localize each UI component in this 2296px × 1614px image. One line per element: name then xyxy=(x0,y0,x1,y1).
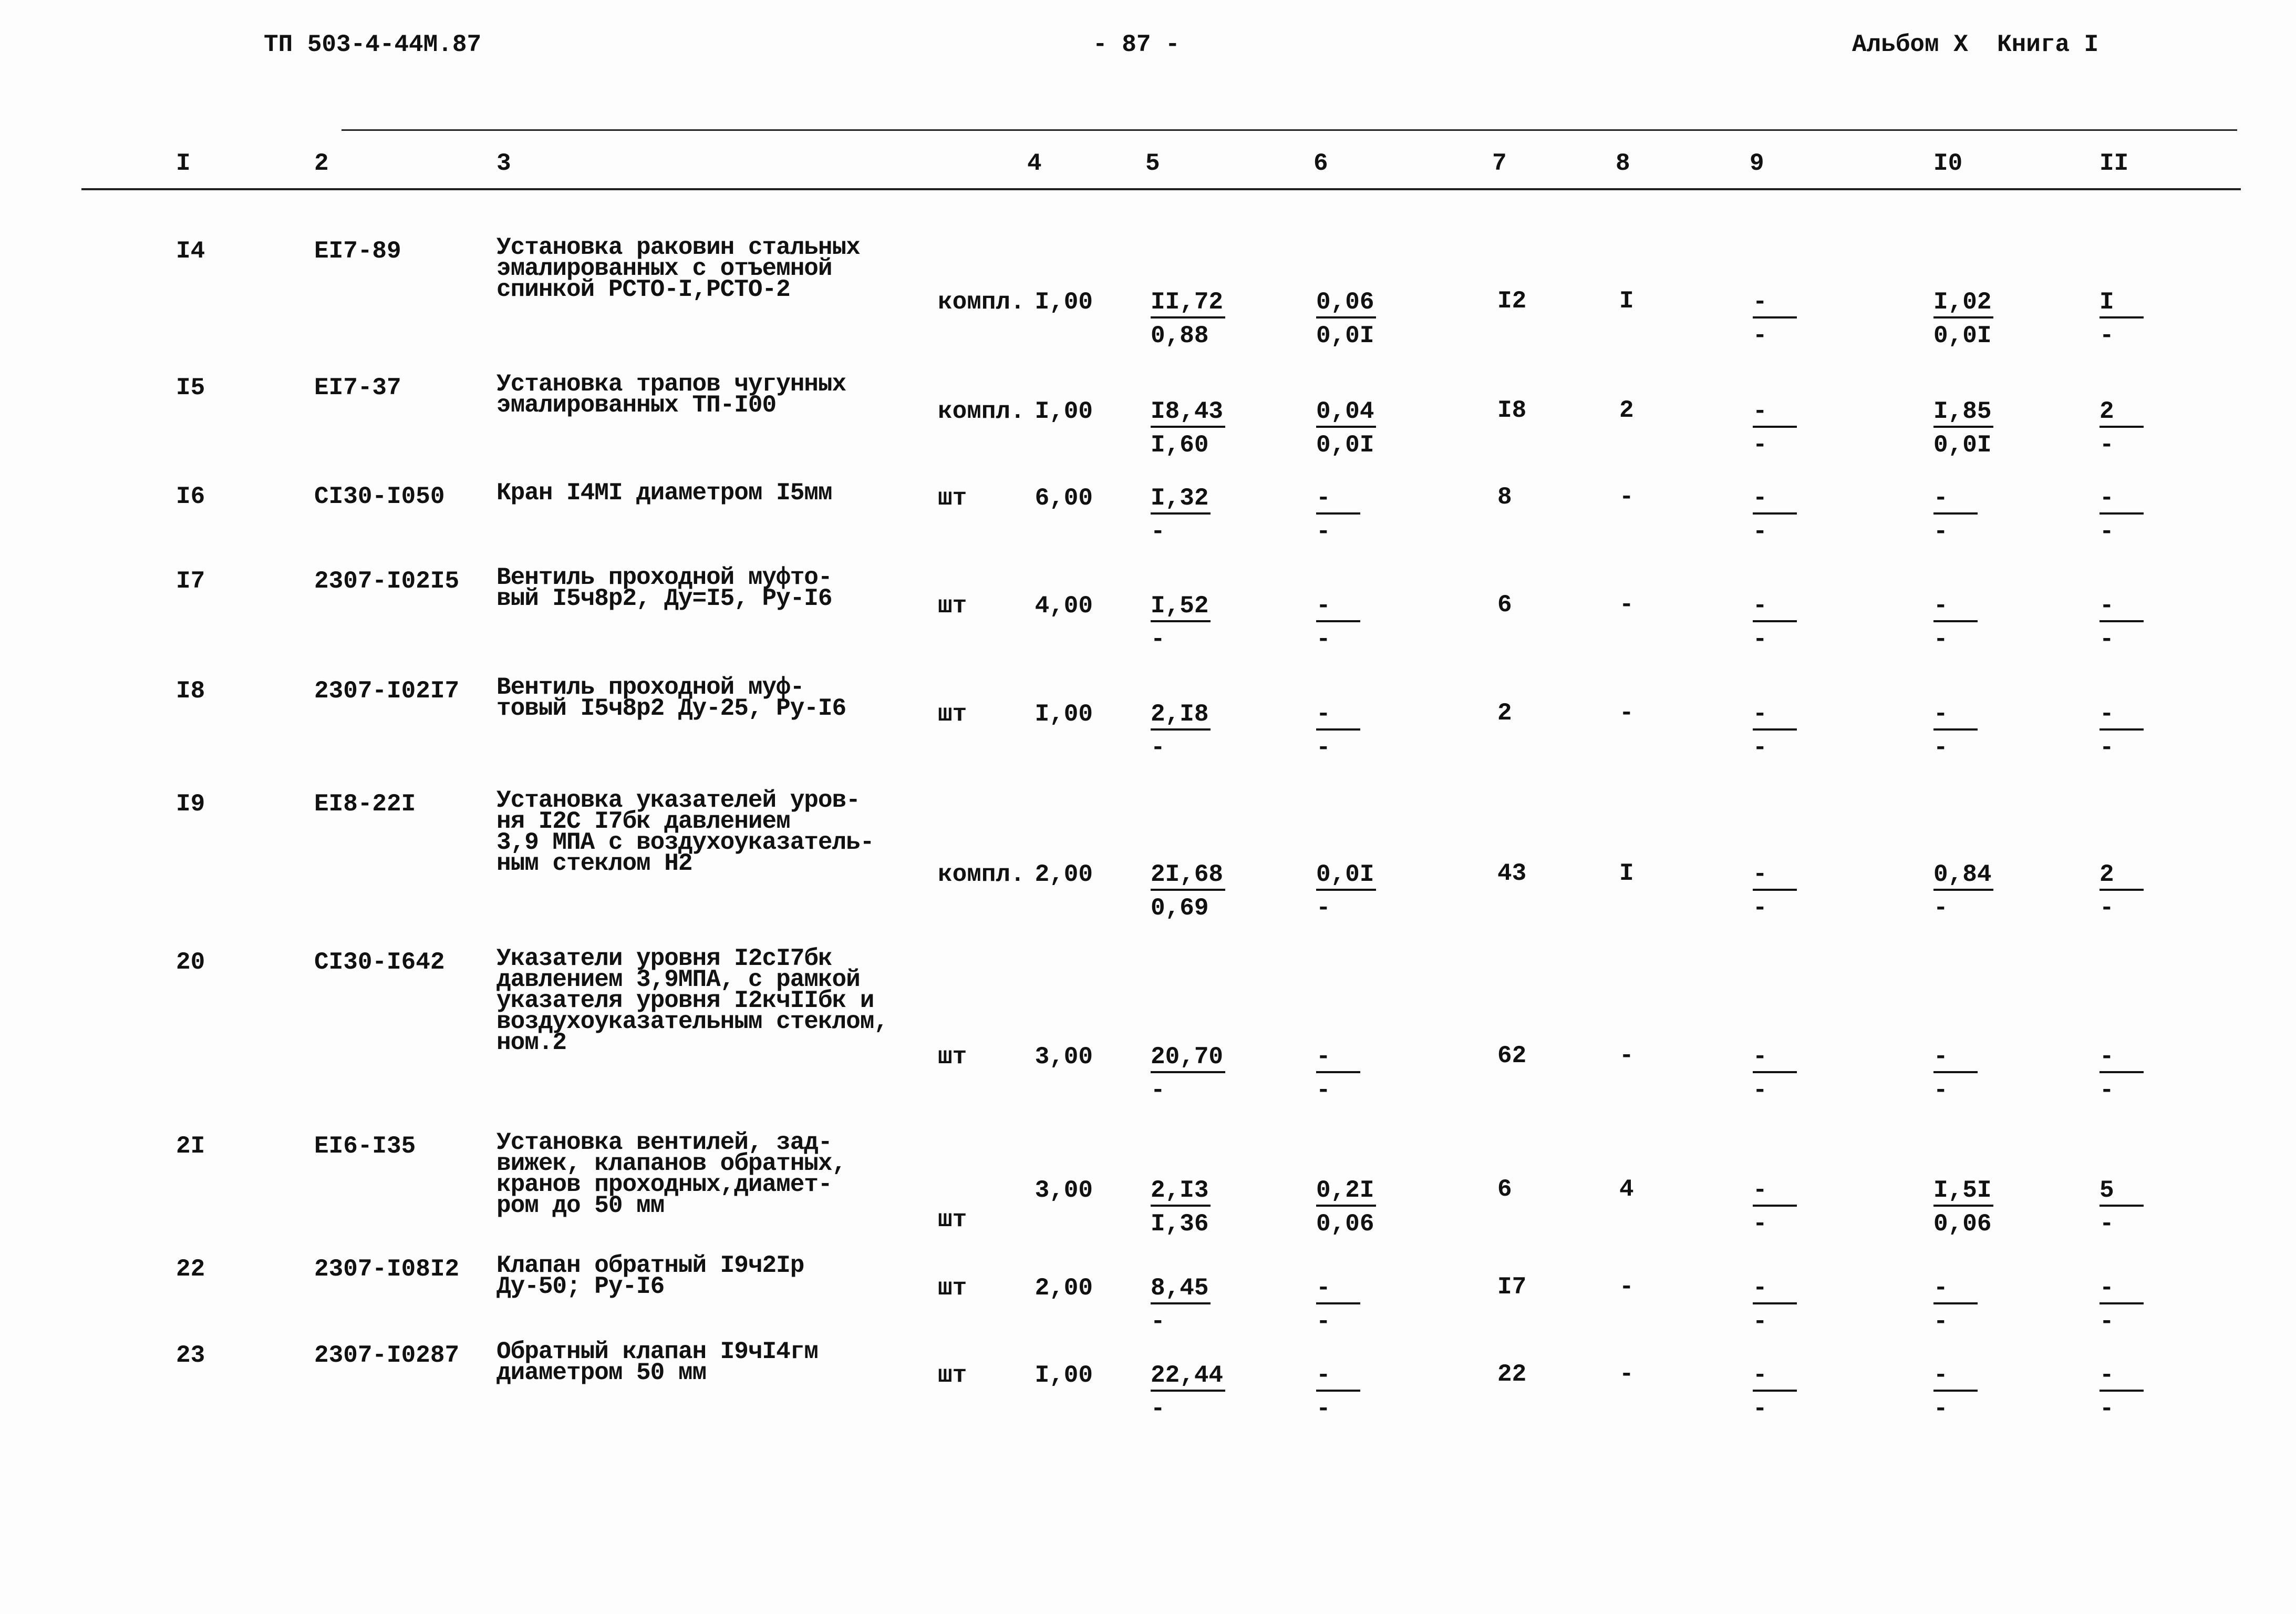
column-header: I0 xyxy=(1933,150,1963,177)
row-quantity: I,00 xyxy=(1035,398,1093,425)
row-unit: компл. xyxy=(938,398,1025,425)
row-description xyxy=(497,234,860,303)
row-code: EI7-37 xyxy=(314,374,401,402)
row-number: 20 xyxy=(176,949,205,976)
col6-value-value: - xyxy=(1316,1363,1360,1392)
col11-value-sub-value: - xyxy=(2100,518,2114,546)
description-line: Установка раковин стальных xyxy=(497,234,860,261)
column-header: 7 xyxy=(1492,150,1507,177)
col11-value xyxy=(2100,702,2144,760)
row-quantity: 4,00 xyxy=(1035,592,1093,620)
col9-value-value: - xyxy=(1753,1045,1797,1073)
row-number: I9 xyxy=(176,790,205,818)
col5-value-value: II,72 xyxy=(1151,290,1225,318)
col9-value-sub-value: - xyxy=(1753,734,1767,762)
col11-value-value: 2 xyxy=(2100,862,2144,891)
col5-value xyxy=(1151,1178,1211,1236)
col5-value-value: 20,70 xyxy=(1151,1045,1225,1073)
row-code: 2307-I0287 xyxy=(314,1342,460,1369)
col10-value-sub-value: 0,0I xyxy=(1933,431,1992,459)
col6-value xyxy=(1316,290,1376,348)
page-number: - 87 - xyxy=(1093,31,1180,58)
column-header: II xyxy=(2100,150,2129,177)
col5-value xyxy=(1151,486,1211,544)
col9-value-value: - xyxy=(1753,399,1797,428)
row-description xyxy=(497,479,832,507)
description-line: Обратный клапан I9чI4гм xyxy=(497,1338,818,1365)
column-header: 5 xyxy=(1145,150,1160,177)
col9-value xyxy=(1753,1178,1797,1236)
row-code: EI8-22I xyxy=(314,790,416,818)
col9-value-sub-value: - xyxy=(1753,1077,1767,1104)
row-number: 22 xyxy=(176,1256,205,1283)
col11-value-value: - xyxy=(2100,1045,2144,1073)
description-line: Ду-50; Ру-I6 xyxy=(497,1273,665,1300)
col6-value-sub-value: - xyxy=(1316,1077,1331,1104)
col9-value xyxy=(1753,702,1797,760)
col6-value-sub-value: 0,0I xyxy=(1316,322,1374,349)
col10-value xyxy=(1933,594,1978,652)
column-header: 6 xyxy=(1314,150,1328,177)
col6-value-sub-value: - xyxy=(1316,1395,1331,1423)
row-description xyxy=(497,945,888,1056)
col11-value xyxy=(2100,862,2144,920)
col9-value xyxy=(1753,399,1797,457)
row-unit: шт xyxy=(938,485,967,512)
description-line: воздухоуказательным стеклом, xyxy=(497,1008,888,1035)
row-unit: компл. xyxy=(938,861,1025,888)
row-quantity: I,00 xyxy=(1035,701,1093,728)
col6-value xyxy=(1316,486,1360,544)
col8-value: 2 xyxy=(1619,397,1634,424)
col5-value xyxy=(1151,594,1211,652)
column-header: 4 xyxy=(1027,150,1042,177)
col10-value-value: - xyxy=(1933,702,1978,731)
col6-value-sub-value: 0,06 xyxy=(1316,1210,1374,1238)
col10-value-sub-value: 0,06 xyxy=(1933,1210,1992,1238)
col11-value-sub-value: - xyxy=(2100,322,2114,349)
col6-value-sub-value: - xyxy=(1316,895,1331,922)
col6-value-value: 0,0I xyxy=(1316,862,1376,891)
row-quantity: 2,00 xyxy=(1035,861,1093,888)
col6-value-value: - xyxy=(1316,594,1360,622)
col10-value-value: I,85 xyxy=(1933,399,1993,428)
row-number: I7 xyxy=(176,568,205,595)
row-unit: компл. xyxy=(938,289,1025,316)
column-header: 2 xyxy=(314,150,329,177)
row-code: CI30-I050 xyxy=(314,483,445,510)
col8-value: - xyxy=(1619,1042,1634,1070)
col10-value-value: 0,84 xyxy=(1933,862,1993,891)
col6-value-sub-value: 0,0I xyxy=(1316,431,1374,459)
col5-value-sub-value: 0,88 xyxy=(1151,322,1209,349)
row-quantity: 3,00 xyxy=(1035,1177,1093,1204)
description-line: 3,9 МПА с воздухоуказатель- xyxy=(497,829,874,856)
col9-value xyxy=(1753,1276,1797,1334)
col6-value-value: 0,2I xyxy=(1316,1178,1376,1207)
column-header: 3 xyxy=(497,150,511,177)
col6-value-sub-value: - xyxy=(1316,1308,1331,1335)
description-line: Вентиль проходной муфто- xyxy=(497,564,832,591)
col9-value-value: - xyxy=(1753,1363,1797,1392)
row-code: EI6-I35 xyxy=(314,1133,416,1160)
row-code: EI7-89 xyxy=(314,238,401,265)
row-code: 2307-I02I5 xyxy=(314,568,460,595)
col11-value-value: 2 xyxy=(2100,399,2144,428)
col10-value xyxy=(1933,1276,1978,1334)
col10-value-sub-value: 0,0I xyxy=(1933,322,1992,349)
col10-value xyxy=(1933,399,1993,457)
col6-value xyxy=(1316,1178,1376,1236)
description-line: эмалированных с отъемной xyxy=(497,255,832,282)
col9-value-value: - xyxy=(1753,1178,1797,1207)
col9-value-value: - xyxy=(1753,862,1797,891)
col5-value-sub-value: - xyxy=(1151,1308,1165,1335)
col11-value-sub-value: - xyxy=(2100,1210,2114,1238)
col9-value-sub-value: - xyxy=(1753,1210,1767,1238)
col9-value-sub-value: - xyxy=(1753,431,1767,459)
column-header: I xyxy=(176,150,191,177)
col9-value-sub-value: - xyxy=(1753,1308,1767,1335)
col10-value xyxy=(1933,702,1978,760)
description-line: ным стеклом Н2 xyxy=(497,850,692,877)
col5-value-sub-value: - xyxy=(1151,518,1165,546)
row-code: 2307-I08I2 xyxy=(314,1256,460,1283)
col10-value-sub-value: - xyxy=(1933,1395,1948,1423)
col10-value-value: - xyxy=(1933,1276,1978,1304)
col11-value-value: - xyxy=(2100,1363,2144,1392)
col11-value-sub-value: - xyxy=(2100,1077,2114,1104)
col11-value-value: I xyxy=(2100,290,2144,318)
col6-value-value: - xyxy=(1316,1276,1360,1304)
col6-value-sub-value: - xyxy=(1316,626,1331,653)
row-quantity: I,00 xyxy=(1035,289,1093,316)
description-line: Установка указателей уров- xyxy=(497,787,860,814)
col8-value: - xyxy=(1619,1273,1634,1301)
col8-value: I xyxy=(1619,287,1634,315)
row-number: I8 xyxy=(176,677,205,705)
description-line: ном.2 xyxy=(497,1029,567,1056)
col6-value xyxy=(1316,702,1360,760)
col9-value xyxy=(1753,594,1797,652)
col10-value-value: I,5I xyxy=(1933,1178,1993,1207)
col11-value xyxy=(2100,594,2144,652)
description-line: Установка вентилей, зад- xyxy=(497,1129,832,1156)
description-line: спинкой РСТО-I,РСТО-2 xyxy=(497,276,790,303)
col5-value-value: 2I,68 xyxy=(1151,862,1225,891)
description-line: Указатели уровня I2сI7бк xyxy=(497,945,832,972)
description-line: ня I2С I7бк давлением xyxy=(497,808,790,835)
col10-value-sub-value: - xyxy=(1933,895,1948,922)
col5-value xyxy=(1151,1276,1211,1334)
description-line: вижек, клапанов обратных, xyxy=(497,1150,846,1177)
col10-value xyxy=(1933,1178,1993,1236)
row-number: I6 xyxy=(176,483,205,510)
col10-value-value: - xyxy=(1933,486,1978,515)
col11-value-sub-value: - xyxy=(2100,626,2114,653)
col7-value: 6 xyxy=(1497,591,1512,619)
row-quantity: 3,00 xyxy=(1035,1043,1093,1071)
row-number: I5 xyxy=(176,374,205,402)
col9-value-sub-value: - xyxy=(1753,895,1767,922)
description-line: диаметром 50 мм xyxy=(497,1359,707,1386)
row-quantity: 2,00 xyxy=(1035,1274,1093,1302)
col7-value: 22 xyxy=(1497,1361,1527,1388)
description-line: Вентиль проходной муф- xyxy=(497,674,804,701)
description-line: товый I5ч8р2 Ду-25, Ру-I6 xyxy=(497,695,846,722)
row-code: 2307-I02I7 xyxy=(314,677,460,705)
col8-value: - xyxy=(1619,484,1634,511)
col9-value-value: - xyxy=(1753,486,1797,515)
col11-value xyxy=(2100,290,2144,348)
header-bottom-rule xyxy=(81,188,2241,190)
col8-value: I xyxy=(1619,860,1634,887)
col9-value-sub-value: - xyxy=(1753,626,1767,653)
col6-value-sub-value: - xyxy=(1316,518,1331,546)
col9-value-value: - xyxy=(1753,702,1797,731)
col11-value xyxy=(2100,1363,2144,1421)
col10-value-value: - xyxy=(1933,1363,1978,1392)
col6-value xyxy=(1316,594,1360,652)
col5-value xyxy=(1151,1045,1225,1103)
col10-value-value: I,02 xyxy=(1933,290,1993,318)
col5-value xyxy=(1151,1363,1225,1421)
col6-value-value: - xyxy=(1316,1045,1360,1073)
description-line: Кран I4МI диаметром I5мм xyxy=(497,479,832,507)
col9-value xyxy=(1753,1363,1797,1421)
col6-value xyxy=(1316,862,1376,920)
col11-value-sub-value: - xyxy=(2100,895,2114,922)
col8-value: - xyxy=(1619,1361,1634,1388)
col11-value xyxy=(2100,399,2144,457)
col7-value: 6 xyxy=(1497,1176,1512,1203)
col11-value-value: - xyxy=(2100,594,2144,622)
col5-value-sub-value: 0,69 xyxy=(1151,895,1209,922)
col9-value xyxy=(1753,486,1797,544)
col5-value-sub-value: - xyxy=(1151,1395,1165,1423)
col6-value-sub-value: - xyxy=(1316,734,1331,762)
col8-value: 4 xyxy=(1619,1176,1634,1203)
description-line: указателя уровня I2кчIIбк и xyxy=(497,987,874,1014)
row-number: I4 xyxy=(176,238,205,265)
col9-value xyxy=(1753,1045,1797,1103)
col11-value-sub-value: - xyxy=(2100,431,2114,459)
col6-value xyxy=(1316,1363,1360,1421)
col10-value-value: - xyxy=(1933,594,1978,622)
col7-value: 62 xyxy=(1497,1042,1527,1070)
col11-value-sub-value: - xyxy=(2100,1395,2114,1423)
col11-value xyxy=(2100,1276,2144,1334)
col10-value xyxy=(1933,290,1993,348)
col7-value: I7 xyxy=(1497,1273,1527,1301)
row-number: 23 xyxy=(176,1342,205,1369)
album-book-label: Альбом X Книга I xyxy=(1852,31,2099,58)
description-line: кранов проходных,диамет- xyxy=(497,1171,832,1198)
document-code: ТП 503-4-44М.87 xyxy=(264,31,482,58)
col5-value-sub-value: - xyxy=(1151,734,1165,762)
col9-value-value: - xyxy=(1753,1276,1797,1304)
col6-value-value: 0,06 xyxy=(1316,290,1376,318)
row-quantity: I,00 xyxy=(1035,1362,1093,1389)
col9-value-value: - xyxy=(1753,594,1797,622)
row-description xyxy=(497,787,874,877)
col5-value xyxy=(1151,862,1225,920)
col7-value: 43 xyxy=(1497,860,1527,887)
row-code: CI30-I642 xyxy=(314,949,445,976)
column-header: 9 xyxy=(1750,150,1764,177)
row-description xyxy=(497,371,846,419)
col10-value-sub-value: - xyxy=(1933,518,1948,546)
col11-value xyxy=(2100,1178,2144,1236)
col5-value-value: 8,45 xyxy=(1151,1276,1211,1304)
col10-value-sub-value: - xyxy=(1933,1308,1948,1335)
col7-value: I8 xyxy=(1497,397,1527,424)
col7-value: I2 xyxy=(1497,287,1527,315)
column-header: 8 xyxy=(1616,150,1630,177)
col6-value-value: - xyxy=(1316,702,1360,731)
col7-value: 8 xyxy=(1497,484,1512,511)
col6-value-value: 0,04 xyxy=(1316,399,1376,428)
col5-value xyxy=(1151,399,1225,457)
col8-value: - xyxy=(1619,700,1634,727)
col6-value xyxy=(1316,1276,1360,1334)
col11-value xyxy=(2100,486,2144,544)
row-description xyxy=(497,1252,804,1300)
description-line: эмалированных ТП-I00 xyxy=(497,392,777,419)
col5-value-value: I,52 xyxy=(1151,594,1211,622)
description-line: давлением 3,9МПА, с рамкой xyxy=(497,966,860,993)
description-line: Установка трапов чугунных xyxy=(497,371,846,398)
col10-value-value: - xyxy=(1933,1045,1978,1073)
description-line: вый I5ч8р2, Ду=I5, Ру-I6 xyxy=(497,585,832,612)
row-description xyxy=(497,1129,846,1219)
col11-value xyxy=(2100,1045,2144,1103)
col8-value: - xyxy=(1619,591,1634,619)
col10-value xyxy=(1933,1045,1978,1103)
row-unit: шт xyxy=(938,701,967,728)
col6-value xyxy=(1316,1045,1360,1103)
col11-value-sub-value: - xyxy=(2100,734,2114,762)
col9-value-sub-value: - xyxy=(1753,1395,1767,1423)
col5-value-value: 22,44 xyxy=(1151,1363,1225,1392)
col6-value-value: - xyxy=(1316,486,1360,515)
col11-value-value: 5 xyxy=(2100,1178,2144,1207)
col11-value-value: - xyxy=(2100,486,2144,515)
row-unit: шт xyxy=(938,1206,967,1233)
col5-value-sub-value: - xyxy=(1151,626,1165,653)
col5-value-sub-value: I,36 xyxy=(1151,1210,1209,1238)
col10-value-sub-value: - xyxy=(1933,626,1948,653)
col6-value xyxy=(1316,399,1376,457)
description-line: Клапан обратный I9ч2Iр xyxy=(497,1252,804,1279)
col5-value-sub-value: I,60 xyxy=(1151,431,1209,459)
row-number: 2I xyxy=(176,1133,205,1160)
row-quantity: 6,00 xyxy=(1035,485,1093,512)
col5-value-value: 2,I3 xyxy=(1151,1178,1211,1207)
row-description xyxy=(497,674,846,722)
row-unit: шт xyxy=(938,592,967,620)
row-description xyxy=(497,1338,818,1386)
row-unit: шт xyxy=(938,1274,967,1302)
col9-value-sub-value: - xyxy=(1753,518,1767,546)
col10-value-sub-value: - xyxy=(1933,1077,1948,1104)
col5-value-value: 2,I8 xyxy=(1151,702,1211,731)
col9-value-sub-value: - xyxy=(1753,322,1767,349)
col10-value-sub-value: - xyxy=(1933,734,1948,762)
col5-value xyxy=(1151,290,1225,348)
col9-value xyxy=(1753,290,1797,348)
col5-value-sub-value: - xyxy=(1151,1077,1165,1104)
col11-value-value: - xyxy=(2100,1276,2144,1304)
row-description xyxy=(497,564,832,612)
col5-value xyxy=(1151,702,1211,760)
col10-value xyxy=(1933,862,1993,920)
description-line: ром до 50 мм xyxy=(497,1192,665,1219)
col9-value xyxy=(1753,862,1797,920)
col11-value-value: - xyxy=(2100,702,2144,731)
col9-value-value: - xyxy=(1753,290,1797,318)
col10-value xyxy=(1933,1363,1978,1421)
table-top-rule xyxy=(342,129,2237,131)
col7-value: 2 xyxy=(1497,700,1512,727)
row-unit: шт xyxy=(938,1043,967,1071)
col10-value xyxy=(1933,486,1978,544)
row-unit: шт xyxy=(938,1362,967,1389)
col5-value-value: I,32 xyxy=(1151,486,1211,515)
col11-value-sub-value: - xyxy=(2100,1308,2114,1335)
col5-value-value: I8,43 xyxy=(1151,399,1225,428)
